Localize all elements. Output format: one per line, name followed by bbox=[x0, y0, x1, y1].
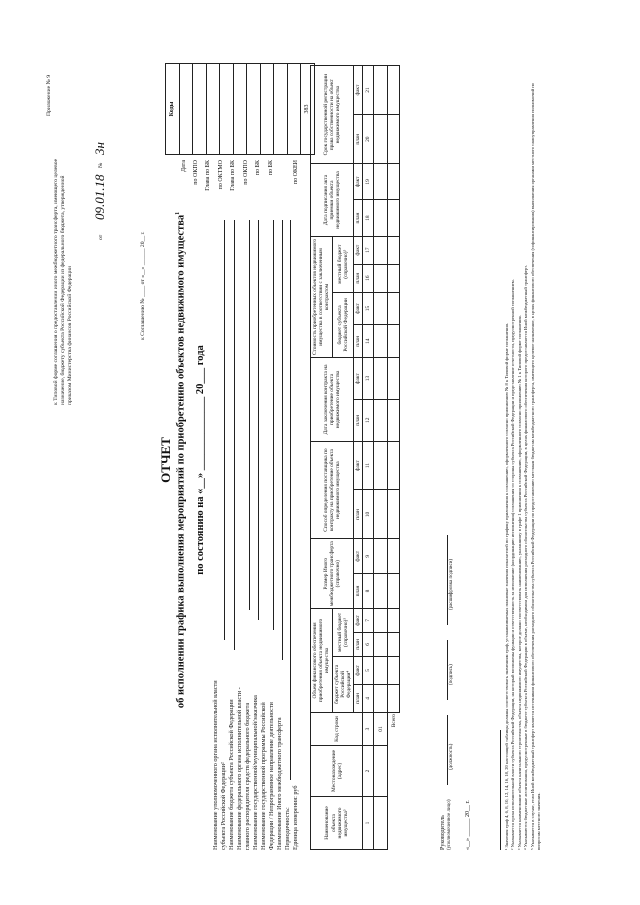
cell[interactable] bbox=[374, 236, 388, 264]
cell[interactable] bbox=[388, 490, 400, 539]
cell[interactable] bbox=[388, 656, 400, 684]
cell[interactable] bbox=[374, 608, 388, 632]
cell[interactable] bbox=[374, 292, 388, 325]
code-label-okpo: по ОКПО bbox=[193, 160, 199, 185]
sig-line-position bbox=[447, 715, 448, 785]
th-cost-local: местный бюджет (справочно)⁵ bbox=[332, 236, 354, 292]
cell[interactable] bbox=[388, 608, 400, 632]
col-num: 18 bbox=[363, 200, 374, 236]
th-price: Размер Иного межбюджетного трансферта (справочно) bbox=[311, 539, 354, 608]
field-program-2: Федерации / Непрограммное направление деятельности bbox=[267, 702, 275, 850]
code-okei-value: 383 bbox=[300, 64, 314, 154]
footnote-5: ⁵ Указывается в случае, если Иной межбюджетный трансферт является источником финансового обеспечения расходного обязательства субъекта Российской Федерации по предоставлению местным бюджетам межбюджетного трансферта, имеющего целевое назначение, в целях финансового обеспечения (софинансирования) выполнения органами местного самоуправления полномочий по вопросам местного значения. bbox=[529, 83, 542, 850]
fill-line bbox=[290, 220, 291, 780]
footnote-1: ¹ Значения граф 4, 6, 8, 10, 12, 14, 16, 18, 20 настоящей таблицы должны соответствовать значениям граф, устанавливаемых плановые значения показателей по графику приложения к соглашению, оформленного согласно приложению № 8 к Типовой форме соглашения. bbox=[504, 323, 509, 850]
total-row bbox=[388, 66, 400, 850]
cell[interactable] bbox=[388, 441, 400, 490]
subtitle-footnote-mark: 1 bbox=[175, 211, 181, 215]
field-budget: Наименование бюджета субъекта Российской Федерации bbox=[228, 699, 235, 850]
col-num: 20 bbox=[363, 115, 374, 164]
cell[interactable] bbox=[374, 490, 388, 539]
col-num: 14 bbox=[363, 325, 374, 358]
col-num: 13 bbox=[363, 358, 374, 400]
cell[interactable] bbox=[374, 200, 388, 236]
cell[interactable] bbox=[388, 164, 400, 200]
approval-date: 09.01.18 bbox=[92, 174, 107, 220]
col-num: 2 bbox=[363, 746, 374, 797]
col-num: 3 bbox=[363, 713, 374, 746]
appendix-line-2: назначение, бюджету субъекта Российской Федерации из федерального бюджета, утвержденной bbox=[60, 175, 66, 405]
cell[interactable] bbox=[388, 115, 400, 164]
field-federal-body-1: Наименование федерального органа исполнительной власти - bbox=[236, 687, 243, 850]
subtitle-text: об исполнении графика выполнения мероприятий по приобретению объектов недвижимого имущества bbox=[175, 214, 187, 709]
cell[interactable] bbox=[388, 684, 400, 712]
field-federal-body-2: главного распорядителя средств федерального бюджета bbox=[243, 702, 251, 850]
code-cell[interactable] bbox=[287, 64, 301, 154]
field-program-1: Наименование государственной программы Российской bbox=[260, 702, 267, 850]
fill-line bbox=[282, 220, 283, 660]
code-cell[interactable] bbox=[246, 64, 260, 154]
col-num: 19 bbox=[363, 164, 374, 200]
cell[interactable] bbox=[388, 574, 400, 609]
cell[interactable] bbox=[388, 539, 400, 574]
cell[interactable] bbox=[374, 164, 388, 200]
code-label-bk-4: по БК bbox=[268, 160, 274, 176]
fill-line bbox=[234, 220, 235, 650]
cell[interactable] bbox=[388, 264, 400, 292]
th-plan: план bbox=[354, 684, 363, 712]
th-fact: факт bbox=[354, 539, 363, 574]
number-prefix: № bbox=[98, 162, 104, 168]
col-num: 12 bbox=[363, 399, 374, 441]
col-num: 4 bbox=[363, 684, 374, 712]
appendix-line-1: к Типовой форме соглашения о предоставлении иного межбюджетного трансферта, имеющего целевое bbox=[53, 158, 59, 405]
row-code-cell: 01 bbox=[374, 713, 388, 746]
sig-head-sub: (уполномоченное лицо) bbox=[447, 799, 452, 850]
cell[interactable] bbox=[388, 325, 400, 358]
field-transfer: Наименование Иного межбюджетного трансферта bbox=[276, 717, 283, 850]
footnote-3: ³ Указывается наименование объекта капитального строительства, объекта недвижимого имущества, которое должно соответствовать наименованию, указанному в графе 1 приложения к соглашению, оформленного согласно приложению № 1 к Типовой форме соглашения. bbox=[516, 315, 522, 850]
code-label-okei: по ОКЕИ bbox=[293, 160, 299, 185]
codes-box bbox=[165, 63, 315, 155]
footnote-2: ² Указывается орган исполнительной власти субъекта Российской Федерации, на который возложены функции и ответственность за исполнение (координацию исполнения) соглашения со стороны субъекта Российской Федерации и представление отчетности, предусмотренной соглашением. bbox=[510, 279, 516, 850]
sig-line-signature bbox=[447, 640, 448, 700]
cell[interactable] bbox=[388, 66, 400, 115]
th-plan: план bbox=[354, 632, 363, 656]
th-row-code: Код строки bbox=[311, 713, 363, 746]
th-fact: факт bbox=[354, 656, 363, 684]
cell[interactable] bbox=[374, 684, 388, 712]
col-num: 8 bbox=[363, 574, 374, 609]
sig-date: «__» ______ 20__ г. bbox=[465, 800, 471, 850]
cell[interactable] bbox=[374, 632, 388, 656]
th-fact: факт bbox=[354, 441, 363, 490]
th-fact: факт bbox=[354, 358, 363, 400]
col-num: 16 bbox=[363, 264, 374, 292]
cell[interactable] bbox=[374, 746, 388, 797]
cell[interactable] bbox=[388, 236, 400, 264]
th-reg-date: Срок государственной регистрации права собственности на объект недвижимого имущества bbox=[311, 66, 354, 164]
code-label-bk: Глава по БК bbox=[205, 160, 211, 191]
th-plan: план bbox=[354, 490, 363, 539]
th-fin-sub: бюджет субъекта Российской Федерации⁴ bbox=[332, 656, 354, 712]
approval-number: 3н bbox=[92, 142, 107, 155]
col-num: 6 bbox=[363, 632, 374, 656]
code-cell[interactable] bbox=[192, 64, 206, 154]
th-plan: план bbox=[354, 325, 363, 358]
code-cell[interactable] bbox=[206, 64, 220, 154]
cell[interactable] bbox=[374, 115, 388, 164]
cell[interactable] bbox=[388, 292, 400, 325]
column-number-row bbox=[363, 66, 374, 850]
cell[interactable] bbox=[388, 200, 400, 236]
th-contract-date: Дата заключения контракта на приобретение объекта недвижимого имущества bbox=[311, 358, 354, 441]
cell[interactable] bbox=[388, 632, 400, 656]
th-method: Способ определения поставщика по контракту на приобретение объекта недвижимого имущества bbox=[311, 441, 354, 539]
th-location: Местонахождение (адрес) bbox=[311, 746, 363, 797]
cell[interactable] bbox=[388, 358, 400, 400]
from-label: от bbox=[98, 234, 104, 240]
appendix-block bbox=[46, 75, 74, 405]
col-num: 7 bbox=[363, 608, 374, 632]
code-label-oktmo: по ОКТМО bbox=[218, 160, 224, 190]
th-cost-sub: бюджет субъекта Российской Федерации bbox=[332, 292, 354, 358]
appendix-line-3: приказом Министерства финансов Российской Федерации bbox=[67, 265, 73, 405]
th-fact: факт bbox=[354, 164, 363, 200]
header-row bbox=[311, 66, 333, 850]
cell[interactable] bbox=[374, 66, 388, 115]
cell[interactable] bbox=[374, 574, 388, 609]
table-row bbox=[374, 66, 388, 850]
col-num: 17 bbox=[363, 236, 374, 264]
cell[interactable] bbox=[374, 399, 388, 441]
col-num: 5 bbox=[363, 656, 374, 684]
sig-head: Руководитель bbox=[440, 815, 446, 850]
th-fact: факт bbox=[354, 292, 363, 325]
cell[interactable] bbox=[374, 797, 388, 850]
cell[interactable] bbox=[374, 539, 388, 574]
th-plan: план bbox=[354, 264, 363, 292]
th-fin-local: местный бюджет (справочно)⁵ bbox=[332, 608, 354, 656]
cell[interactable] bbox=[374, 441, 388, 490]
col-num: 1 bbox=[363, 797, 374, 850]
col-num: 15 bbox=[363, 292, 374, 325]
col-num: 10 bbox=[363, 490, 374, 539]
fill-line bbox=[249, 220, 250, 610]
code-cell[interactable] bbox=[260, 64, 274, 154]
footnotes bbox=[500, 65, 542, 850]
cell[interactable] bbox=[374, 325, 388, 358]
fill-line bbox=[273, 220, 274, 630]
report-asof: по состоянию на «__» ______________ 20___ года bbox=[195, 345, 206, 575]
th-fact: факт bbox=[354, 608, 363, 632]
th-act-date: Дата подписания акта приемки объекта недвижимого имущества bbox=[311, 164, 354, 236]
code-label-date: Дата bbox=[181, 160, 187, 172]
th-plan: план bbox=[354, 574, 363, 609]
document-page bbox=[40, 60, 600, 860]
sig-signature: (подпись) bbox=[449, 664, 454, 685]
fill-line bbox=[224, 220, 225, 640]
code-label-bk-2: Глава по БК bbox=[230, 160, 236, 191]
code-label-okpo-2: по ОКПО bbox=[243, 160, 249, 185]
fill-line bbox=[258, 220, 259, 620]
th-fact: факт bbox=[354, 66, 363, 115]
field-authority-2: субъекта Российской Федерации² bbox=[219, 762, 227, 850]
sig-position: (должность) bbox=[449, 743, 454, 770]
col-num: 21 bbox=[363, 66, 374, 115]
th-name: Наименование объекта недвижимого имущества³ bbox=[311, 797, 363, 850]
report-title: ОТЧЕТ bbox=[158, 437, 173, 483]
th-plan: план bbox=[354, 115, 363, 164]
code-cell[interactable] bbox=[219, 64, 233, 154]
field-authority-1: Наименование уполномоченного органа исполнительной власти bbox=[212, 680, 219, 850]
cell[interactable] bbox=[374, 656, 388, 684]
th-cost: Стоимость приобретенных объектов недвижимого имущества в соответствии с заключенным контрактом bbox=[311, 236, 333, 358]
sig-name: (расшифровка подписи) bbox=[449, 558, 454, 610]
col-num: 9 bbox=[363, 539, 374, 574]
agreement-ref: к Соглашению № ____ от «__» ______ 20__ г. bbox=[140, 231, 146, 340]
footnote-4: ⁴ Указываются бюджетные ассигнования, предусмотренные в бюджете субъекта Российской Федерации в объеме, необходимом для исполнения расходного обязательства субъекта Российской Федерации, в целях финансового обеспечения которого предоставляется Иной межбюджетный трансферт. bbox=[523, 265, 529, 850]
col-num: 11 bbox=[363, 441, 374, 490]
field-periodicity: Периодичность: bbox=[284, 807, 291, 850]
cell[interactable] bbox=[374, 264, 388, 292]
code-label-bk-3: по БК bbox=[255, 160, 261, 176]
th-fact: факт bbox=[354, 236, 363, 264]
th-plan: план bbox=[354, 399, 363, 441]
sig-line-name bbox=[447, 535, 448, 625]
total-label: Всего bbox=[388, 713, 400, 850]
cell[interactable] bbox=[388, 399, 400, 441]
footnote-separator bbox=[500, 730, 501, 850]
code-cell[interactable] bbox=[179, 64, 193, 154]
codes-header: Коды bbox=[169, 101, 175, 117]
field-unit: Единица измерения: руб bbox=[292, 785, 299, 850]
code-cell[interactable] bbox=[273, 64, 287, 154]
cell[interactable] bbox=[374, 358, 388, 400]
field-customer: Наименование государственной/муниципальной/заказчика bbox=[252, 695, 259, 850]
th-plan: план bbox=[354, 200, 363, 236]
report-table bbox=[310, 65, 400, 850]
th-fin-obligations: Объем финансового обеспечения приобретения объекта недвижимого имущества bbox=[311, 608, 333, 712]
code-cell[interactable] bbox=[233, 64, 247, 154]
appendix-title: Приложение № 9 bbox=[46, 75, 52, 116]
